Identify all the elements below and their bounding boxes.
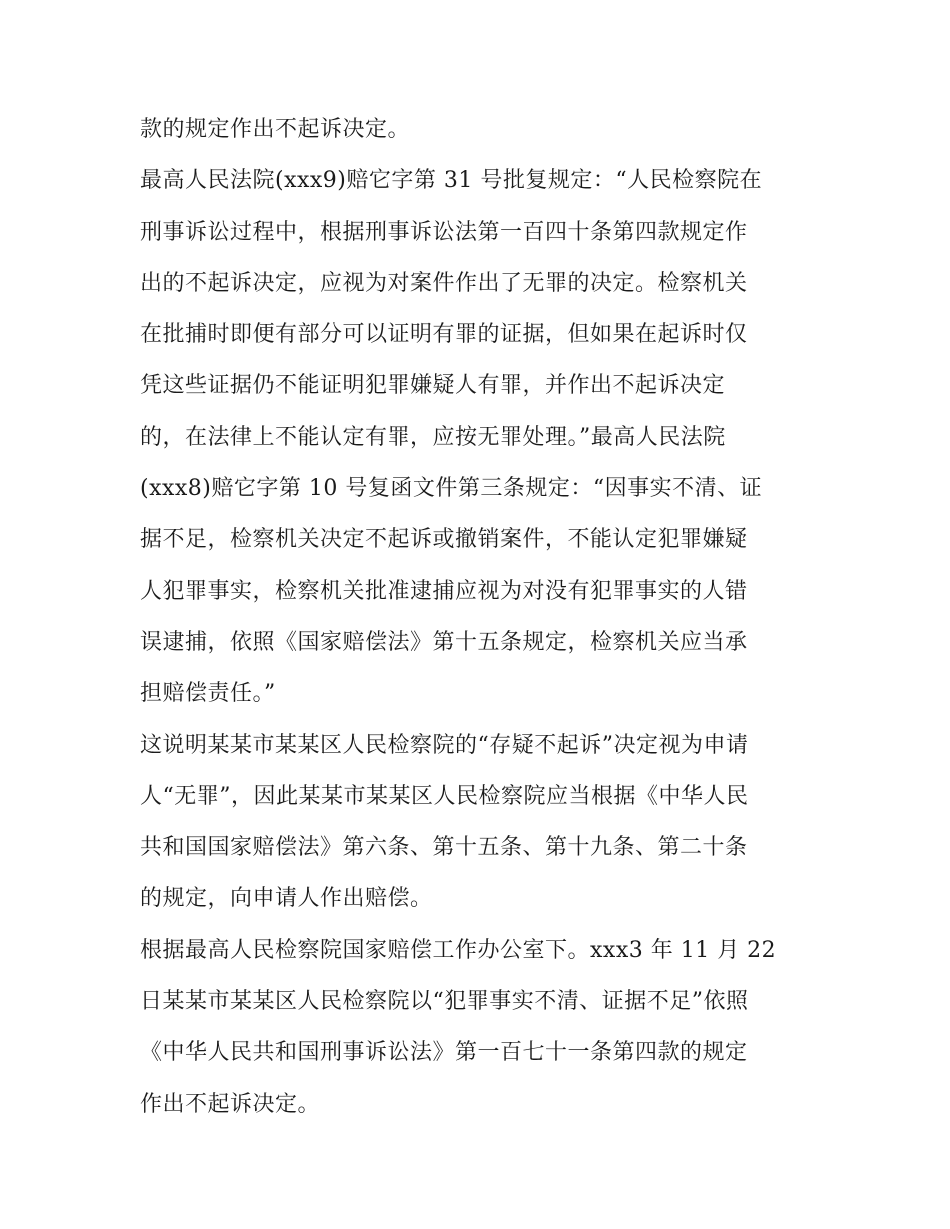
text-line: 据不足，检察机关决定不起诉或撤销案件，不能认定犯罪嫌疑 [140,527,748,553]
text-line: 这说明某某市某某区人民检察院的“存疑不起诉”决定视为申请 [140,732,749,758]
text-line: 误逮捕，依照《国家赔偿法》第十五条规定，检察机关应当承 [140,629,748,655]
text-line: 在批捕时即便有部分可以证明有罪的证据，但如果在起诉时仅 [140,322,748,348]
text-line: 刑事诉讼过程中，根据刑事诉讼法第一百四十条第四款规定作 [140,219,748,245]
text-line: 日某某市某某区人民检察院以“犯罪事实不清、证据不足”依照 [140,989,749,1015]
text-line: 《中华人民共和国刑事诉讼法》第一百七十一条第四款的规定 [140,1040,748,1066]
text-line: 凭这些证据仍不能证明犯罪嫌疑人有罪，并作出不起诉决定 [140,373,726,399]
text-line: 出的不起诉决定，应视为对案件作出了无罪的决定。检察机关 [140,270,748,296]
text-line: (xxx8)赔它字第 10 号复函文件第三条规定：“因事实不清、证 [140,476,763,502]
text-line: 人犯罪事实，检察机关批准逮捕应视为对没有犯罪事实的人错 [140,578,748,604]
text-line: 根据最高人民检察院国家赔偿工作办公室下。xxx3 年 11 月 22 [140,937,777,963]
text-line: 人“无罪”，因此某某市某某区人民检察院应当根据《中华人民 [140,783,749,809]
document-body [140,104,815,1130]
text-line: 担赔偿责任。” [140,681,276,707]
text-line: 共和国国家赔偿法》第六条、第十五条、第十九条、第二十条 [140,835,748,861]
text-line: 的规定，向申请人作出赔偿。 [140,886,433,912]
text-line: 作出不起诉决定。 [140,1091,321,1117]
text-line: 最高人民法院(xxx9)赔它字第 31 号批复规定：“人民检察院在 [140,168,763,194]
text-line: 的，在法律上不能认定有罪，应按无罪处理。”最高人民法院 [140,424,726,450]
text-line: 款的规定作出不起诉决定。 [140,117,411,142]
